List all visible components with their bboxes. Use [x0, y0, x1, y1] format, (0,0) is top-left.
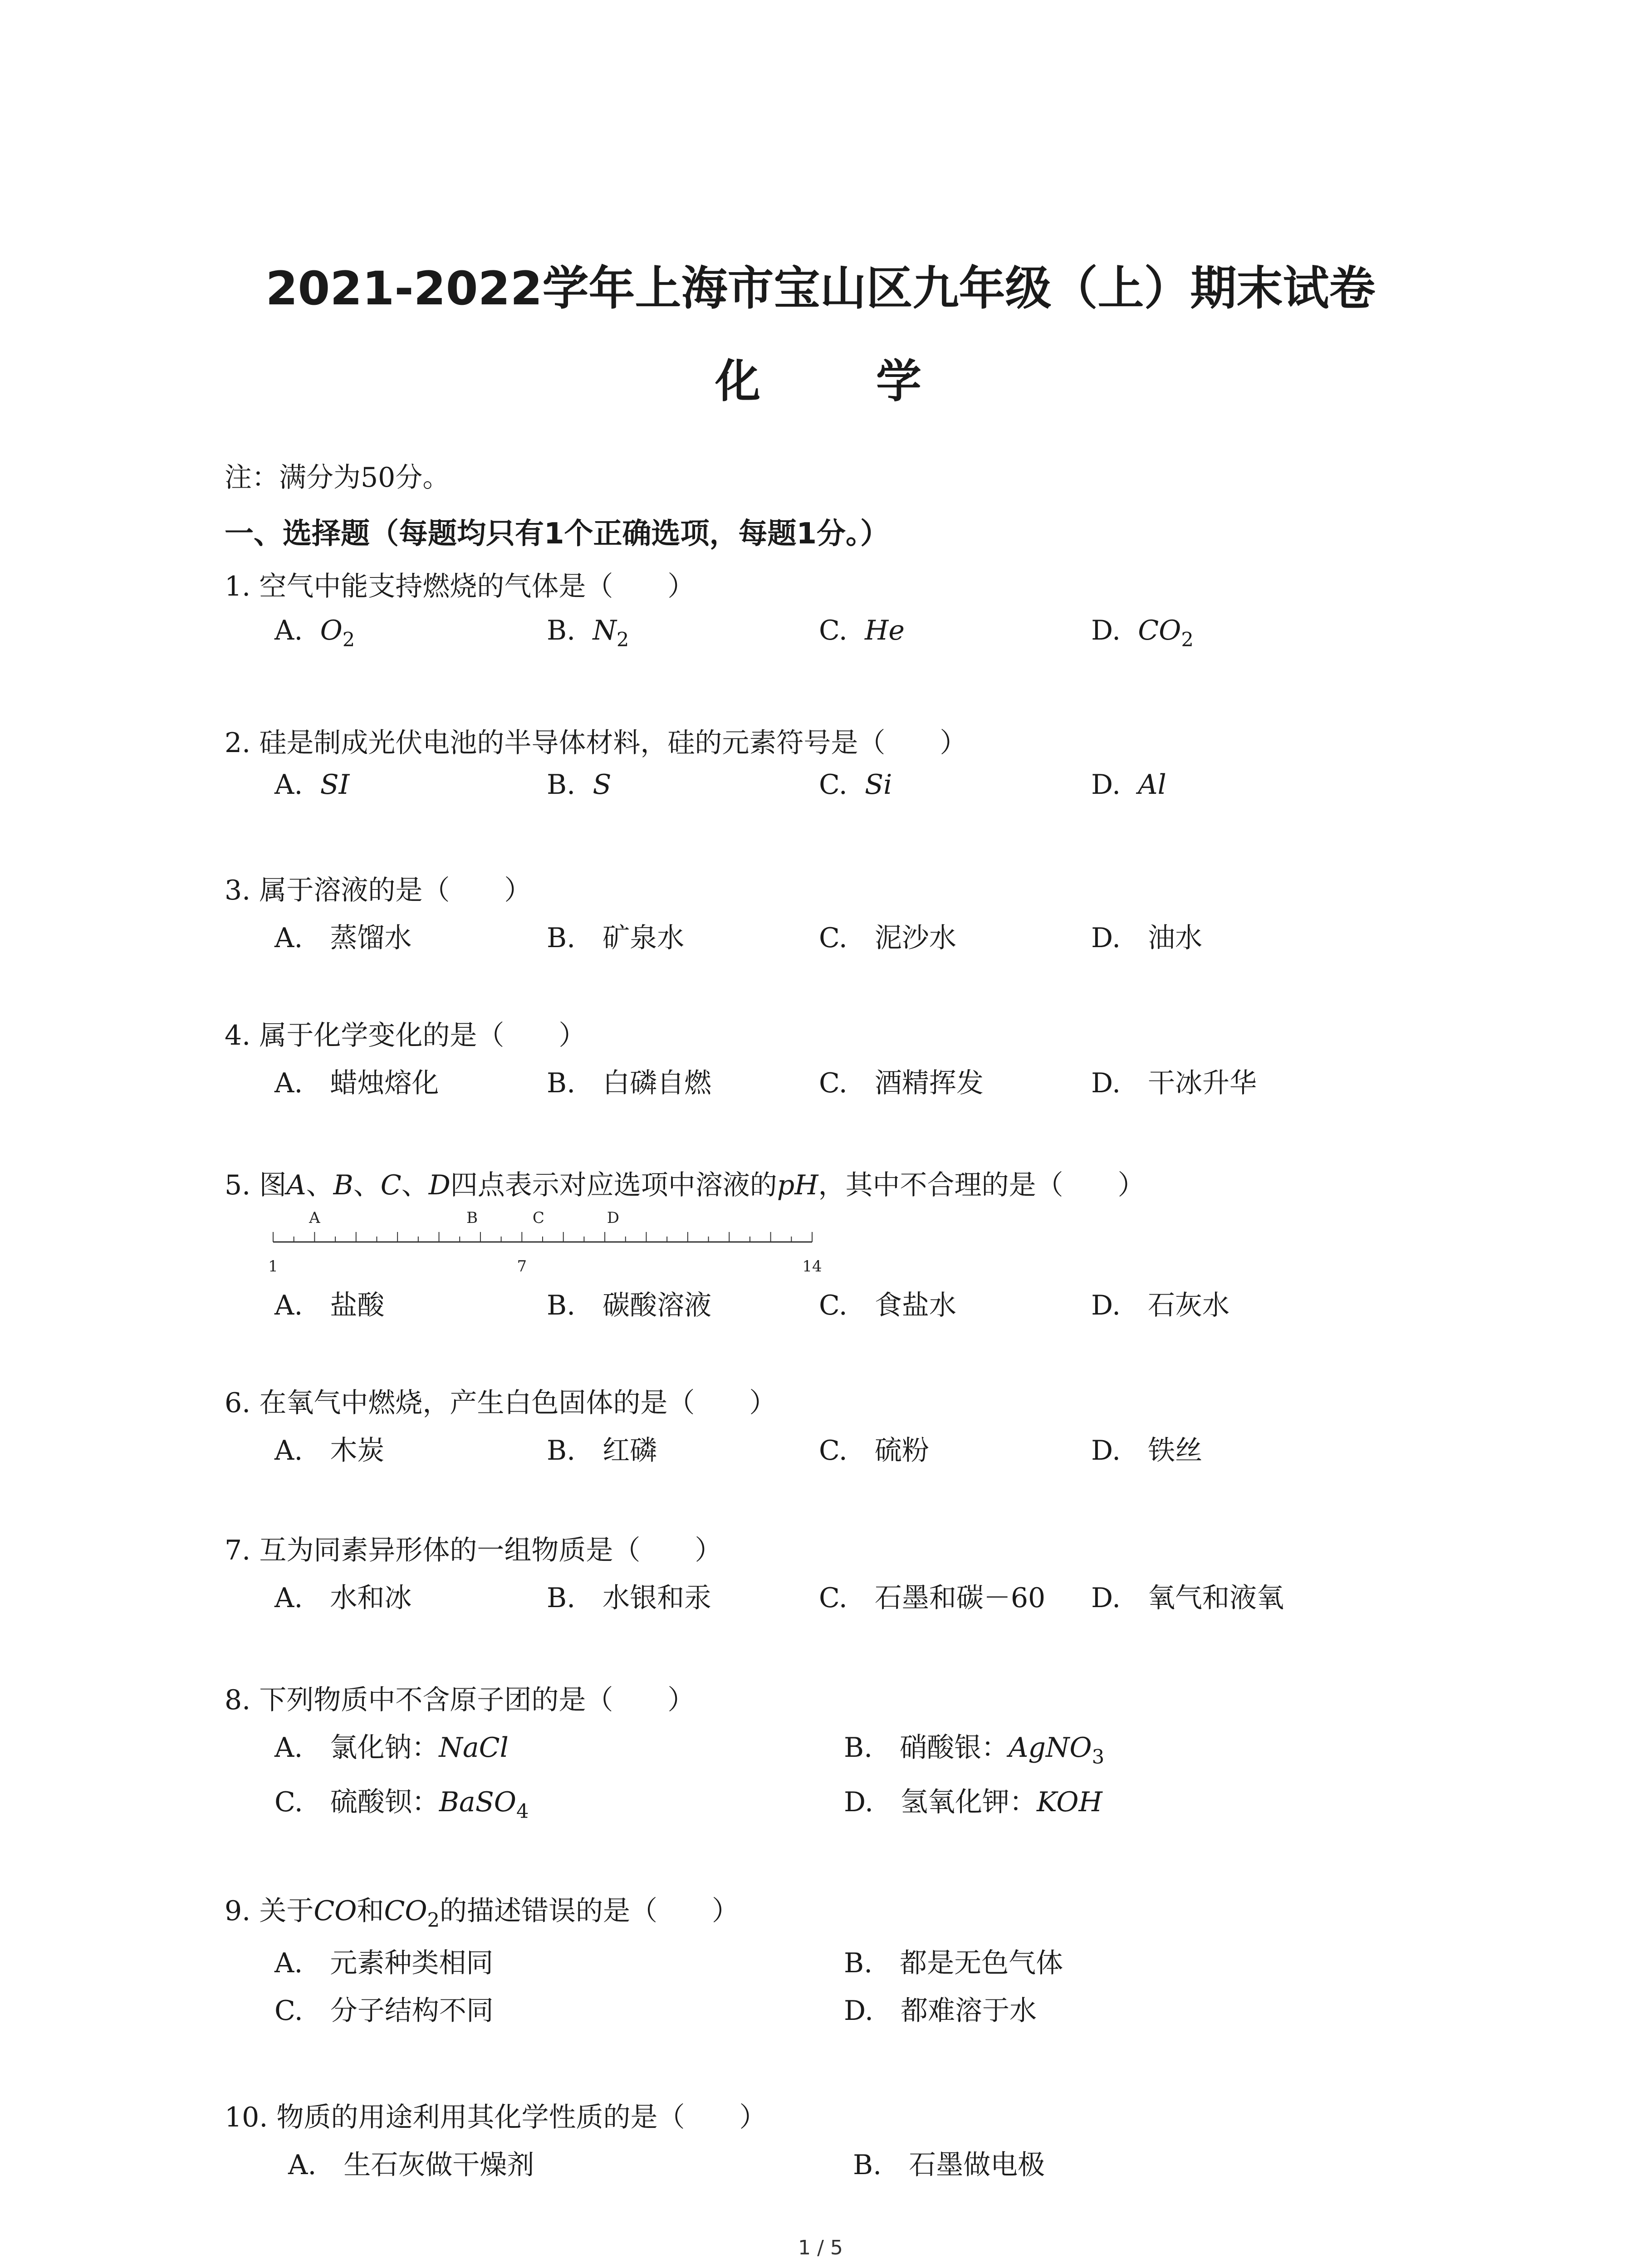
q6-option-b: B. 红磷: [547, 1435, 657, 1466]
formula-subscript: 3: [1092, 1746, 1105, 1769]
q5-option-a: A. 盐酸: [274, 1290, 385, 1321]
q6-option-a: A. 木炭: [274, 1435, 385, 1466]
formula: He: [865, 615, 905, 646]
option-text: A. 氯化钠：: [274, 1732, 439, 1764]
formula-subscript: 4: [516, 1800, 529, 1823]
option-label: D.: [1091, 615, 1121, 646]
q4-option-c: C. 酒精挥发: [819, 1067, 984, 1099]
ph-point-d: D: [607, 1209, 619, 1227]
option-label: A.: [274, 769, 303, 801]
formula: N: [593, 615, 617, 646]
q7-option-c: C. 石墨和碳－60: [819, 1582, 1046, 1614]
formula-subscript: 2: [342, 629, 355, 652]
ph-point-b: B: [466, 1209, 478, 1227]
formula: Si: [865, 769, 892, 801]
ph-scale-figure: [268, 1207, 830, 1284]
stem-text: 的描述错误的是（ ）: [440, 1895, 740, 1927]
formula-co: CO: [314, 1895, 357, 1927]
ph-point-a: A: [309, 1209, 320, 1227]
q3-option-c: C. 泥沙水: [819, 922, 956, 954]
point-c-ref: C: [380, 1169, 402, 1201]
formula: NaCl: [439, 1732, 509, 1764]
separator: 、: [353, 1169, 381, 1201]
q5-option-c: C. 食盐水: [819, 1290, 956, 1321]
question-2: 2. 硅是制成光伏电池的半导体材料，硅的元素符号是（ ）: [225, 727, 967, 759]
formula-subscript: 2: [616, 629, 629, 652]
ph-symbol: pH: [777, 1169, 818, 1201]
formula: S: [593, 769, 612, 801]
q8-option-c: [274, 1780, 529, 1823]
q3-option-b: B. 矿泉水: [547, 922, 685, 954]
formula: CO: [1138, 615, 1181, 646]
stem-text: 四点表示对应选项中溶液的: [450, 1169, 777, 1201]
point-d-ref: D: [428, 1169, 451, 1201]
ph-point-c: C: [532, 1209, 544, 1227]
question-10: 10. 物质的用途利用其化学性质的是（ ）: [225, 2102, 767, 2133]
q2-option-d: [1091, 769, 1166, 801]
question-5: [225, 1163, 1145, 1202]
q7-option-a: A. 水和冰: [274, 1582, 412, 1614]
option-label: A.: [274, 615, 303, 646]
question-4: 4. 属于化学变化的是（ ）: [225, 1020, 586, 1051]
exam-title: 2021-2022学年上海市宝山区九年级（上）期末试卷: [265, 262, 1376, 316]
q5-option-b: B. 碳酸溶液: [547, 1290, 712, 1321]
axis-tick-label: 14: [802, 1257, 822, 1276]
question-1: 1. 空气中能支持燃烧的气体是（ ）: [225, 571, 695, 602]
q8-option-b: [844, 1726, 1105, 1769]
formula: KOH: [1037, 1786, 1102, 1818]
q8-option-d: [844, 1780, 1102, 1819]
point-b-ref: B: [333, 1169, 353, 1201]
option-text: D. 氢氧化钾：: [844, 1786, 1037, 1818]
option-label: C.: [819, 769, 847, 801]
stem-text: 9. 关于: [225, 1895, 314, 1927]
q2-option-a: [274, 769, 349, 801]
q4-option-a: A. 蜡烛熔化: [274, 1067, 439, 1099]
formula: AgNO: [1009, 1732, 1092, 1764]
option-text: B. 硝酸银：: [844, 1732, 1009, 1764]
subject-title: 化 学: [715, 355, 953, 408]
q4-option-d: D. 干冰升华: [1091, 1067, 1257, 1099]
question-6: 6. 在氧气中燃烧，产生白色固体的是（ ）: [225, 1387, 777, 1419]
option-label: D.: [1091, 769, 1121, 801]
formula-subscript: 2: [1181, 629, 1194, 652]
formula: O: [320, 615, 343, 646]
formula-co2: CO: [384, 1895, 427, 1927]
page-number: 1 / 5: [798, 2236, 843, 2259]
question-8: 8. 下列物质中不含原子团的是（ ）: [225, 1684, 695, 1716]
point-a-ref: A: [286, 1169, 306, 1201]
q1-option-b: [547, 615, 629, 652]
q2-option-c: [819, 769, 892, 801]
question-9: [225, 1889, 740, 1932]
question-7: 7. 互为同素异形体的一组物质是（ ）: [225, 1535, 722, 1566]
q4-option-b: B. 白磷自燃: [547, 1067, 712, 1099]
formula: BaSO: [439, 1786, 516, 1818]
option-label: C.: [819, 615, 847, 646]
stem-text: 5. 图: [225, 1169, 287, 1201]
option-text: C. 硫酸钡：: [274, 1786, 439, 1818]
q9-option-b: B. 都是无色气体: [844, 1947, 1063, 1979]
q1-option-a: [274, 615, 355, 652]
question-3: 3. 属于溶液的是（ ）: [225, 875, 532, 906]
q5-option-d: D. 石灰水: [1091, 1290, 1230, 1321]
ph-axis: [268, 1209, 822, 1276]
formula-subscript: 2: [427, 1909, 440, 1932]
separator: 、: [401, 1169, 429, 1201]
q3-option-d: D. 油水: [1091, 922, 1203, 954]
formula: Al: [1138, 769, 1166, 801]
separator: 、: [306, 1169, 333, 1201]
q2-option-b: [547, 769, 611, 801]
formula: SI: [320, 769, 350, 801]
q7-option-b: B. 水银和汞: [547, 1582, 712, 1614]
q10-option-b: B. 石墨做电极: [853, 2149, 1045, 2181]
option-label: B.: [547, 615, 576, 646]
q1-option-d: [1091, 615, 1194, 652]
stem-text: ，其中不合理的是（ ）: [818, 1169, 1145, 1201]
stem-text: 和: [357, 1895, 384, 1927]
q8-option-a: [274, 1726, 509, 1765]
q1-option-c: [819, 615, 905, 646]
q3-option-a: A. 蒸馏水: [274, 922, 412, 954]
section-heading: 一、选择题（每题均只有1个正确选项，每题1分。）: [225, 517, 890, 551]
q9-option-c: C. 分子结构不同: [274, 1995, 494, 2027]
q7-option-d: D. 氧气和液氧: [1091, 1582, 1284, 1614]
q9-option-a: A. 元素种类相同: [274, 1947, 494, 1979]
q10-option-a: A. 生石灰做干燥剂: [288, 2149, 534, 2181]
axis-tick-label: 7: [517, 1257, 527, 1276]
axis-tick-label: 1: [268, 1257, 278, 1276]
q9-option-d: D. 都难溶于水: [844, 1995, 1037, 2027]
score-note: 注：满分为50分。: [225, 462, 450, 494]
option-label: B.: [547, 769, 576, 801]
q6-option-c: C. 硫粉: [819, 1435, 929, 1466]
q6-option-d: D. 铁丝: [1091, 1435, 1203, 1466]
